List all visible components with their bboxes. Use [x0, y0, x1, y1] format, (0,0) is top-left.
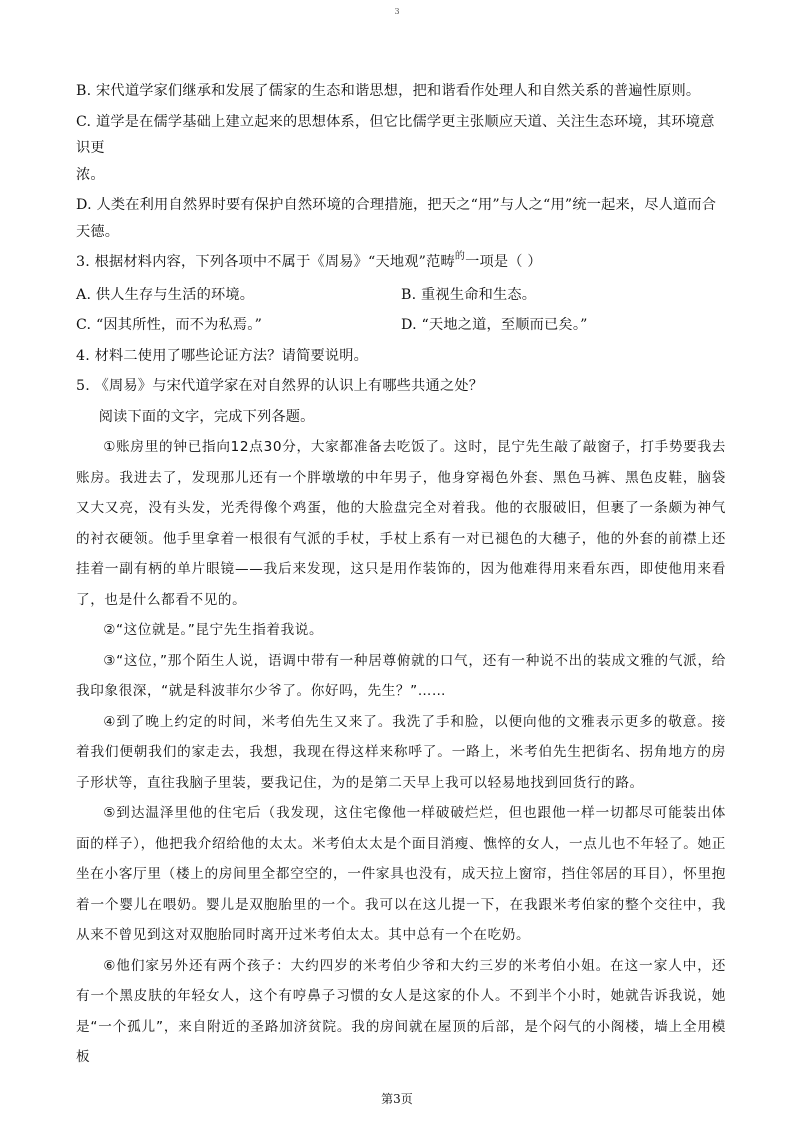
story-paragraph-6: ⑥他们家另外还有两个孩子：大约四岁的米考伯少爷和大约三岁的米考伯小姐。在这一家人中，还有一个黑皮肤的年轻女人，这个有哼鼻子习惯的女人是这家的仆人。不到半个小时，她就告诉我说，她是“一个孤儿”，来自附近的圣路加济贫院。我的房间就在屋顶的后部，是个闷气的小阁楼，墙上全用模板	[76, 957, 726, 1065]
page-top-mark: 3	[394, 7, 400, 16]
page-content	[76, 78, 726, 1073]
reading-instruction: 阅读下面的文字，完成下列各题。	[98, 408, 315, 425]
story-paragraph-1: ①账房里的钟已指向12点30分，大家都准备去吃饭了。这时，昆宁先生敲了敲窗子，打手势要我去账房。我进去了，发现那儿还有一个胖墩墩的中年男子，他身穿褐色外套、黑色马裤、黑色皮鞋，脑袋又大又亮，没有头发，光秃得像个鸡蛋，他的大脸盘完全对着我。他的衣服破旧，但裹了一条颇为神气的衬衣硬领。他手里拿着一根很有气派的手杖，手杖上系有一对已褪色的大穗子，他的外套的前襟上还挂着一副有柄的单片眼镜——我后来发现，这只是用作装饰的，因为他难得用来看东西，即使他用来看了，也是什么都看不见的。	[76, 439, 726, 608]
question-3-option-b: B. 重视生命和生态。	[401, 286, 537, 303]
question-3-stem-main: 3. 根据材料内容，下列各项中不属于《周易》“天地观”范畴	[76, 254, 455, 270]
question-3-option-d: D. “天地之道，至顺而已矣。”	[401, 317, 588, 333]
option-d-prev-line2: 天德。	[76, 223, 120, 240]
question-4: 4. 材料二使用了哪些论证方法？请简要说明。	[76, 347, 369, 364]
question-5: 5. 《周易》与宋代道学家在对自然界的认识上有哪些共通之处？	[76, 378, 484, 394]
option-d-prev-line1: D. 人类在利用自然界时要有保护自然环境的合理措施，把天之“用”与人之“用”统一起来，尽人道而合	[76, 197, 717, 213]
story-paragraph-2: ②“这位就是。”昆宁先生指着我说。	[103, 622, 324, 638]
option-c-prev-line1: C. 道学是在儒学基础上建立起来的思想体系，但它比儒学更主张顺应天道、关注生态环境，其环境意识更	[76, 113, 715, 156]
page-number: 第3页	[381, 1092, 413, 1106]
option-c-prev-line2: 浓。	[76, 166, 105, 183]
question-3-options-row-1	[76, 282, 726, 309]
story-paragraph-4: ④到了晚上约定的时间，米考伯先生又来了。我洗了手和脸，以便向他的文雅表示更多的敬意。接着我们便朝我们的家走去，我想，我现在得这样来称呼了。一路上，米考伯先生把街名、拐角地方的房子形状等，直往我脑子里装，要我记住，为的是第二天早上我可以轻易地找到回货行的路。	[76, 713, 726, 791]
story-passage	[76, 432, 726, 1073]
question-3-stem-end: 一项是（ ）	[465, 254, 542, 270]
question-3-options-row-2	[76, 312, 726, 339]
story-paragraph-3: ③“这位，”那个陌生人说，语调中带有一种居尊俯就的口气，还有一种说不出的装成文雅的气派，给我印象很深，“就是科波菲尔少爷了。你好吗，先生？”……	[76, 652, 726, 699]
question-3-stem	[76, 249, 726, 278]
question-3-option-a: A. 供人生存与生活的环境。	[76, 286, 255, 303]
question-3-option-c: C. “因其所性，而不为私焉。”	[76, 317, 263, 333]
question-3-stem-small: 的	[454, 251, 466, 262]
option-b-prev: B. 宋代道学家们继承和发展了儒家的生态和谐思想，把和谐看作处理人和自然关系的普遍性原则。	[76, 83, 701, 99]
story-paragraph-5: ⑤到达温泽里他的住宅后（我发现，这住宅像他一样破破烂烂，但也跟他一样一切都尽可能装出体面的样子），他把我介绍给他的太太。米考伯太太是个面目消瘦、憔悴的女人，一点儿也不年轻了。她正坐在小客厅里（楼上的房间里全都空空的，一件家具也没有，成天拉上窗帘，挡住邻居的耳目），怀里抱着一个婴儿在喂奶。婴儿是双胞胎里的一个。我可以在这儿提一下，在我跟米考伯家的整个交往中，我从来不曾见到这对双胞胎同时离开过米考伯太太。其中总有一个在吃奶。	[76, 805, 726, 943]
